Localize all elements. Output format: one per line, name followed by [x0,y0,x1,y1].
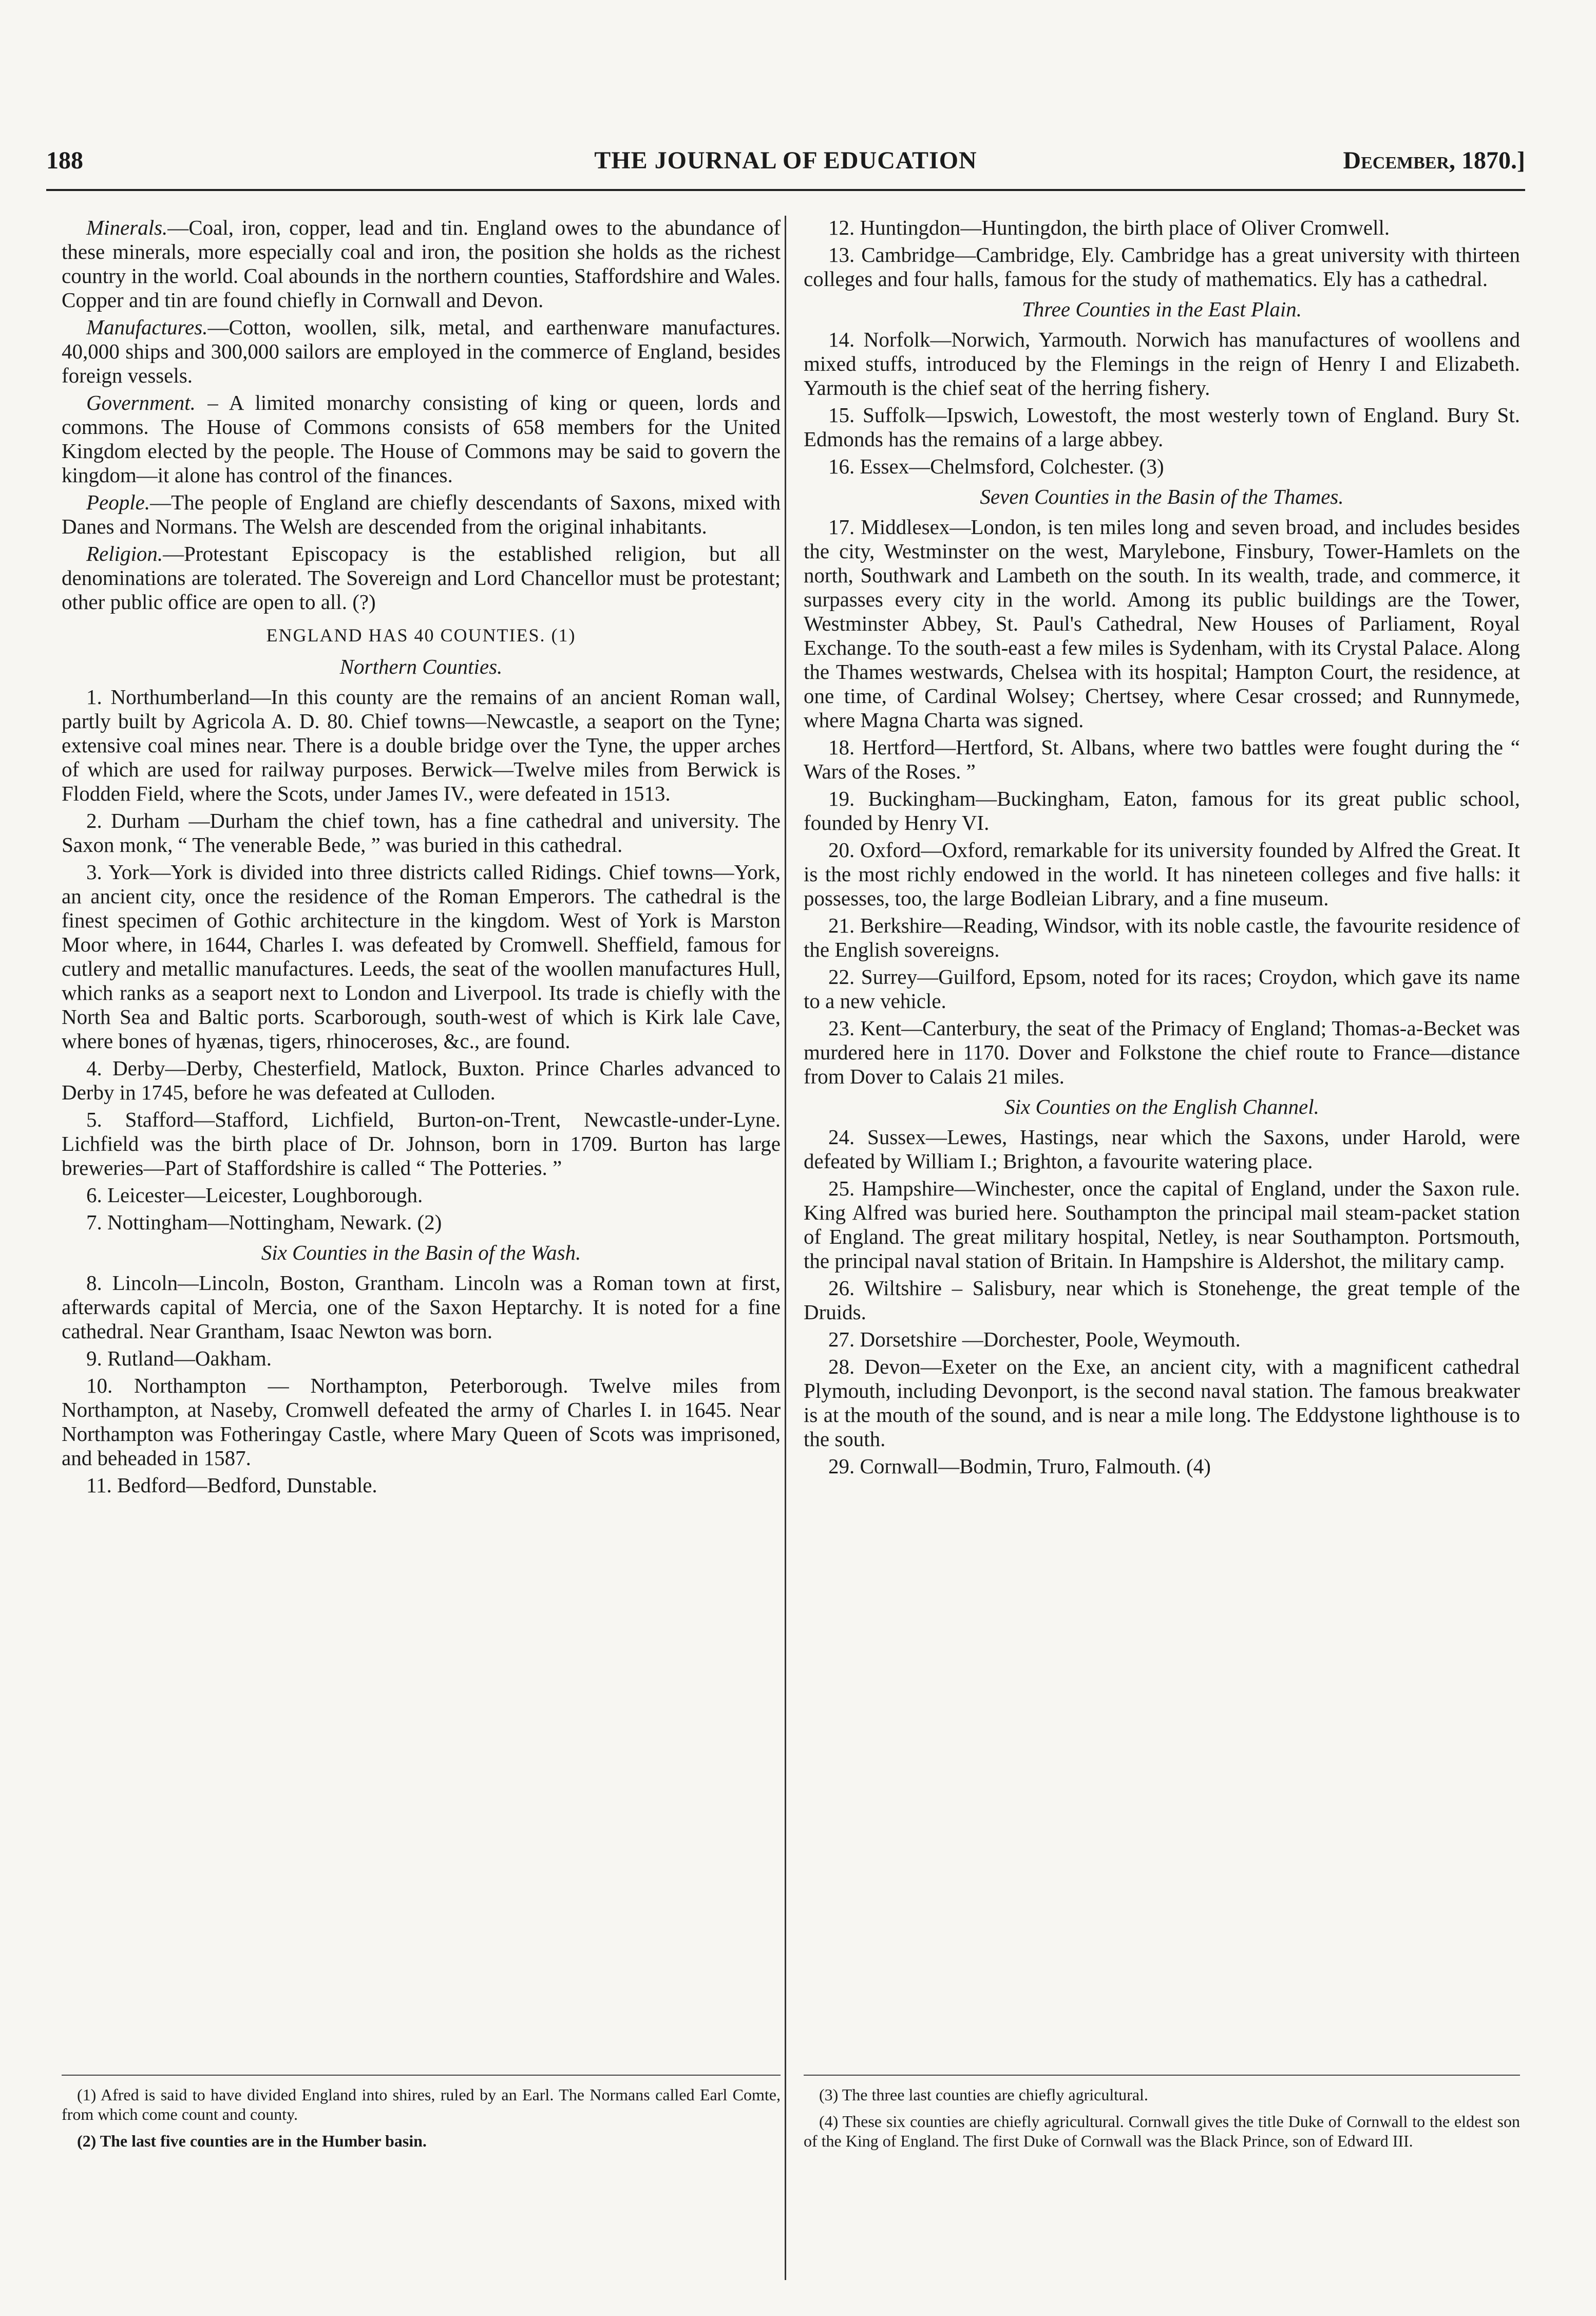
right-column [804,216,1520,1482]
paragraph-minerals [62,216,781,312]
county-entry: 29. Cornwall—Bodmin, Truro, Falmouth. (4) [828,1454,1211,1478]
county-entry: 8. Lincoln—Lincoln, Boston, Grantham. Lincoln was a Roman town at first, afterwards capital of Mercia, one of the Saxon Heptarchy. It is noted for a fine cathedral. Near Grantham, Isaac Newton was born. [62,1271,781,1343]
footnote-rule-left [62,2075,781,2076]
county-entry: 11. Bedford—Bedford, Dunstable. [86,1473,377,1497]
county-entry: 20. Oxford—Oxford, remarkable for its university founded by Alfred the Great. It is the most richly endowed in the world. It has nineteen colleges and five halls: it possesses, too, the large Bodleian Library, and a fine museum. [804,838,1520,910]
county-entry: 5. Stafford—Stafford, Lichfield, Burton-on-Trent, Newcastle-under-Lyne. Lichfield was the birth place of Dr. Johnson, born in 1709. Burton has large breweries—Part of Staffordshire is called “ The Potteries. ” [62,1108,781,1180]
county-entry: 17. Middlesex—London, is ten miles long and seven broad, and includes besides the city, Westminster on the west, Marylebone, Finsbury, Tower-Hamlets on the north, Southwark and Lambeth on the south. In its wealth, trade, and commerce, it surpasses every city in the world. Among its public buildings are the Tower, Westminster Abbey, St. Paul's Cathedral, New Houses of Parliament, Royal Exchange. To the south-east a few miles is Sydenham, with its Crystal Palace. Along the Thames westwards, Chelsea with its hospital; Hampton Court, the residence, at one time, of Cardinal Wolsey; Chertsey, where Cesar crossed; and Runnymede, where Magna Charta was signed. [804,515,1520,732]
county-entry: 19. Buckingham—Buckingham, Eaton, famous for its great public school, founded by Henry VI. [804,787,1520,834]
minerals-text: —Coal, iron, copper, lead and tin. England owes to the abundance of these minerals, more especially coal and iron, the position she holds as the richest country in the world. Coal abounds in the northern counties, Staffordshire and Wales. Copper and tin are found chiefly in Cornwall and Devon. [62,216,781,312]
footnote: (3) The three last counties are chiefly agricultural. [819,2085,1148,2104]
county-entry: 9. Rutland—Oakham. [86,1346,272,1370]
county-entry: 1. Northumberland—In this county are the remains of an ancient Roman wall, partly built by Agricola A. D. 80. Chief towns—Newcastle, a seaport on the Tyne; extensive coal mines near. There is a double bridge over the Tyne, the upper arches of which are used for railway purposes. Berwick—Twelve miles from Berwick is Flodden Field, where the Scots, under James IV., were defeated in 1513. [62,685,781,805]
northern-counties-heading: Northern Counties. [339,655,503,678]
english-channel-heading: Six Counties on the English Channel. [1004,1095,1319,1118]
counties-heading: ENGLAND HAS 40 COUNTIES. (1) [266,625,576,646]
footnote: (2) The last five counties are in the Humber basin. [77,2132,427,2150]
county-entry: 28. Devon—Exeter on the Exe, an ancient city, with a magnificent cathedral Plymouth, including Devonport, is the second naval station. The famous breakwater is at the mouth of the sound, and is near a mile long. The Eddystone lighthouse is to the south. [804,1355,1520,1451]
county-entry: 6. Leicester—Leicester, Loughborough. [86,1183,423,1207]
county-entry: 12. Huntingdon—Huntingdon, the birth place of Oliver Cromwell. [828,216,1390,239]
county-entry: 2. Durham —Durham the chief town, has a fine cathedral and university. The Saxon monk, “ The venerable Bede, ” was buried in this cathedral. [62,809,781,857]
manufactures-text: —Cotton, woollen, silk, metal, and earthenware manufactures. 40,000 ships and 300,000 sailors are employed in the commerce of England, besides foreign vessels. [62,315,781,387]
people-label: People. [86,490,150,514]
paragraph-people [62,490,781,539]
county-entry: 15. Suffolk—Ipswich, Lowestoft, the most westerly town of England. Bury St. Edmonds has the remains of a large abbey. [804,403,1520,451]
footnote: (1) Afred is said to have divided England into shires, ruled by an Earl. The Normans called Earl Comte, from which come count and county. [62,2085,781,2123]
east-plain-heading: Three Counties in the East Plain. [1021,297,1302,321]
county-entry: 22. Surrey—Guilford, Epsom, noted for its races; Croydon, which gave its name to a new vehicle. [804,965,1520,1013]
religion-text: —Protestant Episcopacy is the established religion, but all denominations are tolerated. The Sovereign and Lord Chancellor must be protestant; other public office are open to all. (?) [62,542,781,614]
thames-basin-heading: Seven Counties in the Basin of the Thames. [980,485,1344,508]
county-entry: 3. York—York is divided into three districts called Ridings. Chief towns—York, an ancient city, once the residence of the Roman Emperors. The cathedral is the finest specimen of Gothic architecture in the kingdom. West of York is Marston Moor where, in 1644, Charles I. was defeated by Cromwell. Sheffield, famous for cutlery and metallic manufactures. Leeds, the seat of the woollen manufactures Hull, which ranks as a seaport next to London and Liverpool. Its trade is chiefly with the North Sea and Baltic ports. Scarborough, south-west of which is Kirk lale Cave, where bones of hyænas, tigers, rhinoceroses, &c., are found. [62,860,781,1053]
county-entry: 21. Berkshire—Reading, Windsor, with its noble castle, the favourite residence of the English sovereigns. [804,914,1520,961]
footnotes-left [62,2085,781,2158]
page-number: 188 [46,147,83,174]
county-entry: 16. Essex—Chelmsford, Colchester. (3) [828,454,1164,478]
paragraph-government [62,391,781,487]
county-entry: 18. Hertford—Hertford, St. Albans, where two battles were fought during the “ Wars of the Roses. ” [804,735,1520,783]
county-entry: 23. Kent—Canterbury, the seat of the Primacy of England; Thomas-a-Becket was murdered here in 1170. Dover and Folkstone the chief route to France—distance from Dover to Calais 21 miles. [804,1016,1520,1088]
footnotes-right [804,2085,1520,2158]
county-entry: 10. Northampton — Northampton, Peterborough. Twelve miles from Northampton, at Naseby, Cromwell defeated the army of Charles I. in 1645. Near Northampton was Fotheringay Castle, where Mary Queen of Scots was imprisoned, and beheaded in 1587. [62,1374,781,1470]
county-entry: 27. Dorsetshire —Dorchester, Poole, Weymouth. [828,1327,1241,1351]
manufactures-label: Manufactures. [86,315,208,339]
government-label: Government. [86,391,196,414]
county-entry: 7. Nottingham—Nottingham, Newark. (2) [86,1210,442,1234]
people-text: —The people of England are chiefly descendants of Saxons, mixed with Danes and Normans. The Welsh are descended from the original inhabitants. [62,490,781,538]
wash-counties-heading: Six Counties in the Basin of the Wash. [261,1241,581,1264]
footnote-rule-right [804,2075,1520,2076]
county-entry: 4. Derby—Derby, Chesterfield, Matlock, Buxton. Prince Charles advanced to Derby in 1745, before he was defeated at Culloden. [62,1056,781,1104]
paragraph-religion [62,542,781,614]
left-column [62,216,781,1501]
county-entry: 25. Hampshire—Winchester, once the capital of England, under the Saxon rule. King Alfred was buried here. Southampton the principal mail steam-packet station of England. The great military hospital, Netley, is near Southampton. Portsmouth, the principal naval station of Britain. In Hampshire is Aldershot, the military camp. [804,1176,1520,1273]
header-rule [46,189,1525,191]
county-entry: 13. Cambridge—Cambridge, Ely. Cambridge has a great university with thirteen colleges and four halls, famous for the study of mathematics. Ely has a cathedral. [804,243,1520,291]
county-entry: 14. Norfolk—Norwich, Yarmouth. Norwich has manufactures of woollens and mixed stuffs, introduced by the Flemings in the reign of Henry I and Elizabeth. Yarmouth is the chief seat of the herring fishery. [804,328,1520,400]
issue-date: December, 1870.] [1343,147,1525,174]
footnote: (4) These six counties are chiefly agricultural. Cornwall gives the title Duke of Cornwall to the eldest son of the King of England. The first Duke of Cornwall was the Black Prince, son of Edward III. [804,2112,1520,2150]
column-divider [785,216,786,2280]
paragraph-manufactures [62,315,781,388]
county-entry: 26. Wiltshire – Salisbury, near which is Stonehenge, the great temple of the Druids. [804,1276,1520,1324]
county-entry: 24. Sussex—Lewes, Hastings, near which the Saxons, under Harold, were defeated by William I.; Brighton, a favourite watering place. [804,1125,1520,1173]
page-header [46,146,1525,182]
minerals-label: Minerals. [86,216,168,239]
government-text: – A limited monarchy consisting of king or queen, lords and commons. The House of Commons consists of 658 members for the United Kingdom elected by the people. The House of Commons may be said to govern the kingdom—it alone has control of the finances. [62,391,781,487]
religion-label: Religion. [86,542,163,565]
journal-title: THE JOURNAL OF EDUCATION [594,147,977,174]
